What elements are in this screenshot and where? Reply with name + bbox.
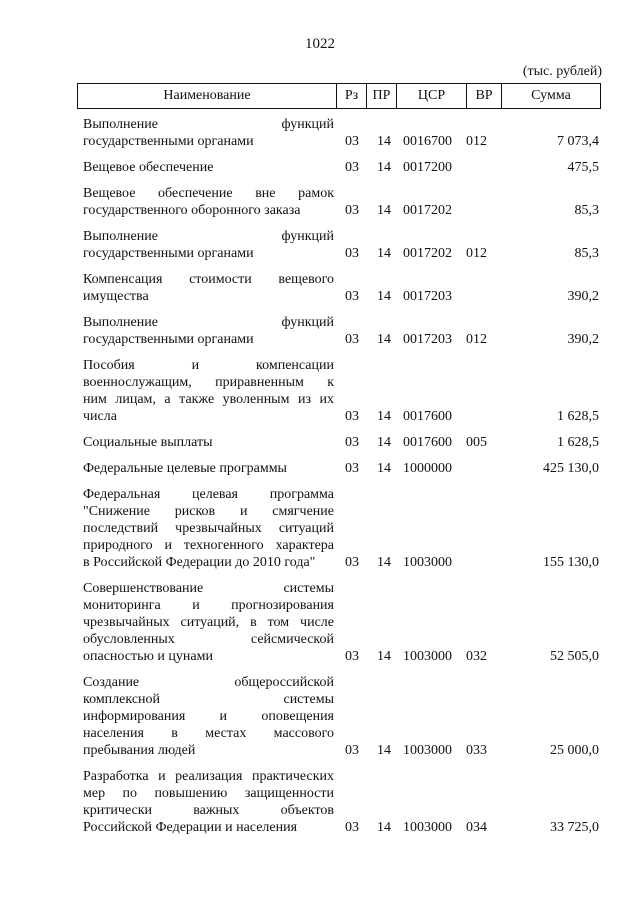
row-vr: 012 bbox=[466, 246, 487, 261]
row-name-line: числа bbox=[83, 409, 117, 424]
row-name-line: Разработка и реализация практических bbox=[83, 769, 334, 784]
row-sum: 1 628,5 bbox=[557, 409, 599, 424]
row-rz: 03 bbox=[345, 160, 359, 175]
row-rz: 03 bbox=[345, 743, 359, 758]
row-name-line: пребывания людей bbox=[83, 743, 196, 758]
row-csr: 1003000 bbox=[403, 555, 452, 570]
row-pr: 14 bbox=[377, 409, 391, 424]
row-pr: 14 bbox=[377, 332, 391, 347]
row-pr: 14 bbox=[377, 289, 391, 304]
row-name bbox=[83, 580, 334, 665]
row-name bbox=[83, 486, 334, 571]
table-row bbox=[0, 674, 640, 759]
header-csr: ЦСР bbox=[397, 84, 467, 108]
row-name-line: опасностью и цунами bbox=[83, 649, 213, 664]
row-name bbox=[83, 674, 334, 759]
row-csr: 1003000 bbox=[403, 743, 452, 758]
row-rz: 03 bbox=[345, 332, 359, 347]
row-name bbox=[83, 116, 334, 150]
table-row bbox=[0, 314, 640, 348]
row-vr: 033 bbox=[466, 743, 487, 758]
row-sum: 85,3 bbox=[574, 203, 599, 218]
row-pr: 14 bbox=[377, 160, 391, 175]
row-rz: 03 bbox=[345, 649, 359, 664]
table-row bbox=[0, 159, 640, 176]
row-sum: 475,5 bbox=[567, 160, 599, 175]
row-rz: 03 bbox=[345, 289, 359, 304]
row-name bbox=[83, 159, 334, 176]
row-csr: 0017600 bbox=[403, 435, 452, 450]
row-name-line: государственными органами bbox=[83, 134, 254, 149]
row-csr: 0017600 bbox=[403, 409, 452, 424]
row-csr: 0016700 bbox=[403, 134, 452, 149]
row-name-line: военнослужащим, приравненным к bbox=[83, 375, 334, 390]
row-name-line: государственными органами bbox=[83, 332, 254, 347]
row-name-line: в Российской Федерации до 2010 года" bbox=[83, 555, 316, 570]
row-name-line: Российской Федерации и населения bbox=[83, 820, 298, 835]
row-vr: 032 bbox=[466, 649, 487, 664]
header-pr: ПР bbox=[367, 84, 397, 108]
row-name-line: Выполнение функций bbox=[83, 315, 334, 330]
row-name-line: последствий чрезвычайных ситуаций bbox=[83, 521, 334, 536]
row-name-line: природного и техногенного характера bbox=[83, 538, 334, 553]
row-pr: 14 bbox=[377, 134, 391, 149]
table-header bbox=[77, 83, 601, 109]
row-pr: 14 bbox=[377, 743, 391, 758]
row-name-line: комплексной системы bbox=[83, 692, 334, 707]
row-name-line: государственного оборонного заказа bbox=[83, 203, 301, 218]
page-number: 1022 bbox=[305, 36, 335, 52]
header-vr: ВР bbox=[467, 84, 502, 108]
row-name-line: государственными органами bbox=[83, 246, 254, 261]
row-pr: 14 bbox=[377, 820, 391, 835]
row-name-line: Вещевое обеспечение вне рамок bbox=[83, 186, 334, 201]
row-sum: 85,3 bbox=[574, 246, 599, 261]
table-row bbox=[0, 228, 640, 262]
table-row bbox=[0, 116, 640, 150]
table-row bbox=[0, 357, 640, 425]
row-name-line: мер по повышению защищенности bbox=[83, 786, 334, 801]
header-rz: Рз bbox=[337, 84, 367, 108]
row-sum: 7 073,4 bbox=[557, 134, 599, 149]
row-csr: 1000000 bbox=[403, 461, 452, 476]
row-name-line: Компенсация стоимости вещевого bbox=[83, 272, 334, 287]
row-name-line: населения в местах массового bbox=[83, 726, 334, 741]
row-rz: 03 bbox=[345, 435, 359, 450]
row-name-line: Совершенствование системы bbox=[83, 581, 334, 596]
row-name-line: Выполнение функций bbox=[83, 229, 334, 244]
row-name-line: чрезвычайных ситуаций, в том числе bbox=[83, 615, 334, 630]
table-row bbox=[0, 768, 640, 836]
row-sum: 390,2 bbox=[567, 332, 599, 347]
row-sum: 390,2 bbox=[567, 289, 599, 304]
row-vr: 012 bbox=[466, 332, 487, 347]
table-row bbox=[0, 460, 640, 477]
row-csr: 1003000 bbox=[403, 649, 452, 664]
row-name-line: "Снижение рисков и смягчение bbox=[83, 504, 334, 519]
row-pr: 14 bbox=[377, 649, 391, 664]
row-sum: 425 130,0 bbox=[543, 461, 599, 476]
row-name-line: Пособия и компенсации bbox=[83, 358, 334, 373]
row-pr: 14 bbox=[377, 203, 391, 218]
table-row bbox=[0, 185, 640, 219]
row-name-line: имущества bbox=[83, 289, 149, 304]
row-rz: 03 bbox=[345, 134, 359, 149]
row-csr: 0017202 bbox=[403, 246, 452, 261]
row-pr: 14 bbox=[377, 461, 391, 476]
table-row bbox=[0, 271, 640, 305]
row-name bbox=[83, 460, 334, 477]
row-name bbox=[83, 314, 334, 348]
row-name-line: Выполнение функций bbox=[83, 117, 334, 132]
row-csr: 0017200 bbox=[403, 160, 452, 175]
row-rz: 03 bbox=[345, 555, 359, 570]
table-row bbox=[0, 486, 640, 571]
row-name-line: критически важных объектов bbox=[83, 803, 334, 818]
row-name-line: мониторинга и прогнозирования bbox=[83, 598, 334, 613]
row-sum: 155 130,0 bbox=[543, 555, 599, 570]
row-name bbox=[83, 768, 334, 836]
row-rz: 03 bbox=[345, 461, 359, 476]
row-csr: 0017203 bbox=[403, 332, 452, 347]
table-row bbox=[0, 580, 640, 665]
row-vr: 034 bbox=[466, 820, 487, 835]
row-sum: 33 725,0 bbox=[550, 820, 599, 835]
row-csr: 0017202 bbox=[403, 203, 452, 218]
header-sum: Сумма bbox=[531, 88, 571, 103]
row-vr: 005 bbox=[466, 435, 487, 450]
table-row bbox=[0, 434, 640, 451]
row-pr: 14 bbox=[377, 555, 391, 570]
row-name-line: ним лицам, а также уволенным из их bbox=[83, 392, 334, 407]
row-name bbox=[83, 185, 334, 219]
row-name bbox=[83, 271, 334, 305]
row-sum: 25 000,0 bbox=[550, 743, 599, 758]
row-name-line: Создание общероссийской bbox=[83, 675, 334, 690]
row-vr: 012 bbox=[466, 134, 487, 149]
row-name bbox=[83, 228, 334, 262]
row-sum: 52 505,0 bbox=[550, 649, 599, 664]
row-name-line: Социальные выплаты bbox=[83, 435, 213, 450]
row-pr: 14 bbox=[377, 246, 391, 261]
row-rz: 03 bbox=[345, 820, 359, 835]
row-name-line: Федеральная целевая программа bbox=[83, 487, 334, 502]
row-name-line: обусловленных сейсмической bbox=[83, 632, 334, 647]
units-label: (тыс. рублей) bbox=[522, 64, 602, 79]
row-name bbox=[83, 357, 334, 425]
header-name: Наименование bbox=[78, 84, 337, 108]
row-name-line: информирования и оповещения bbox=[83, 709, 334, 724]
row-sum: 1 628,5 bbox=[557, 435, 599, 450]
row-name bbox=[83, 434, 334, 451]
row-csr: 1003000 bbox=[403, 820, 452, 835]
row-name-line: Вещевое обеспечение bbox=[83, 160, 214, 175]
row-pr: 14 bbox=[377, 435, 391, 450]
row-rz: 03 bbox=[345, 246, 359, 261]
row-csr: 0017203 bbox=[403, 289, 452, 304]
row-name-line: Федеральные целевые программы bbox=[83, 461, 287, 476]
row-rz: 03 bbox=[345, 409, 359, 424]
row-rz: 03 bbox=[345, 203, 359, 218]
